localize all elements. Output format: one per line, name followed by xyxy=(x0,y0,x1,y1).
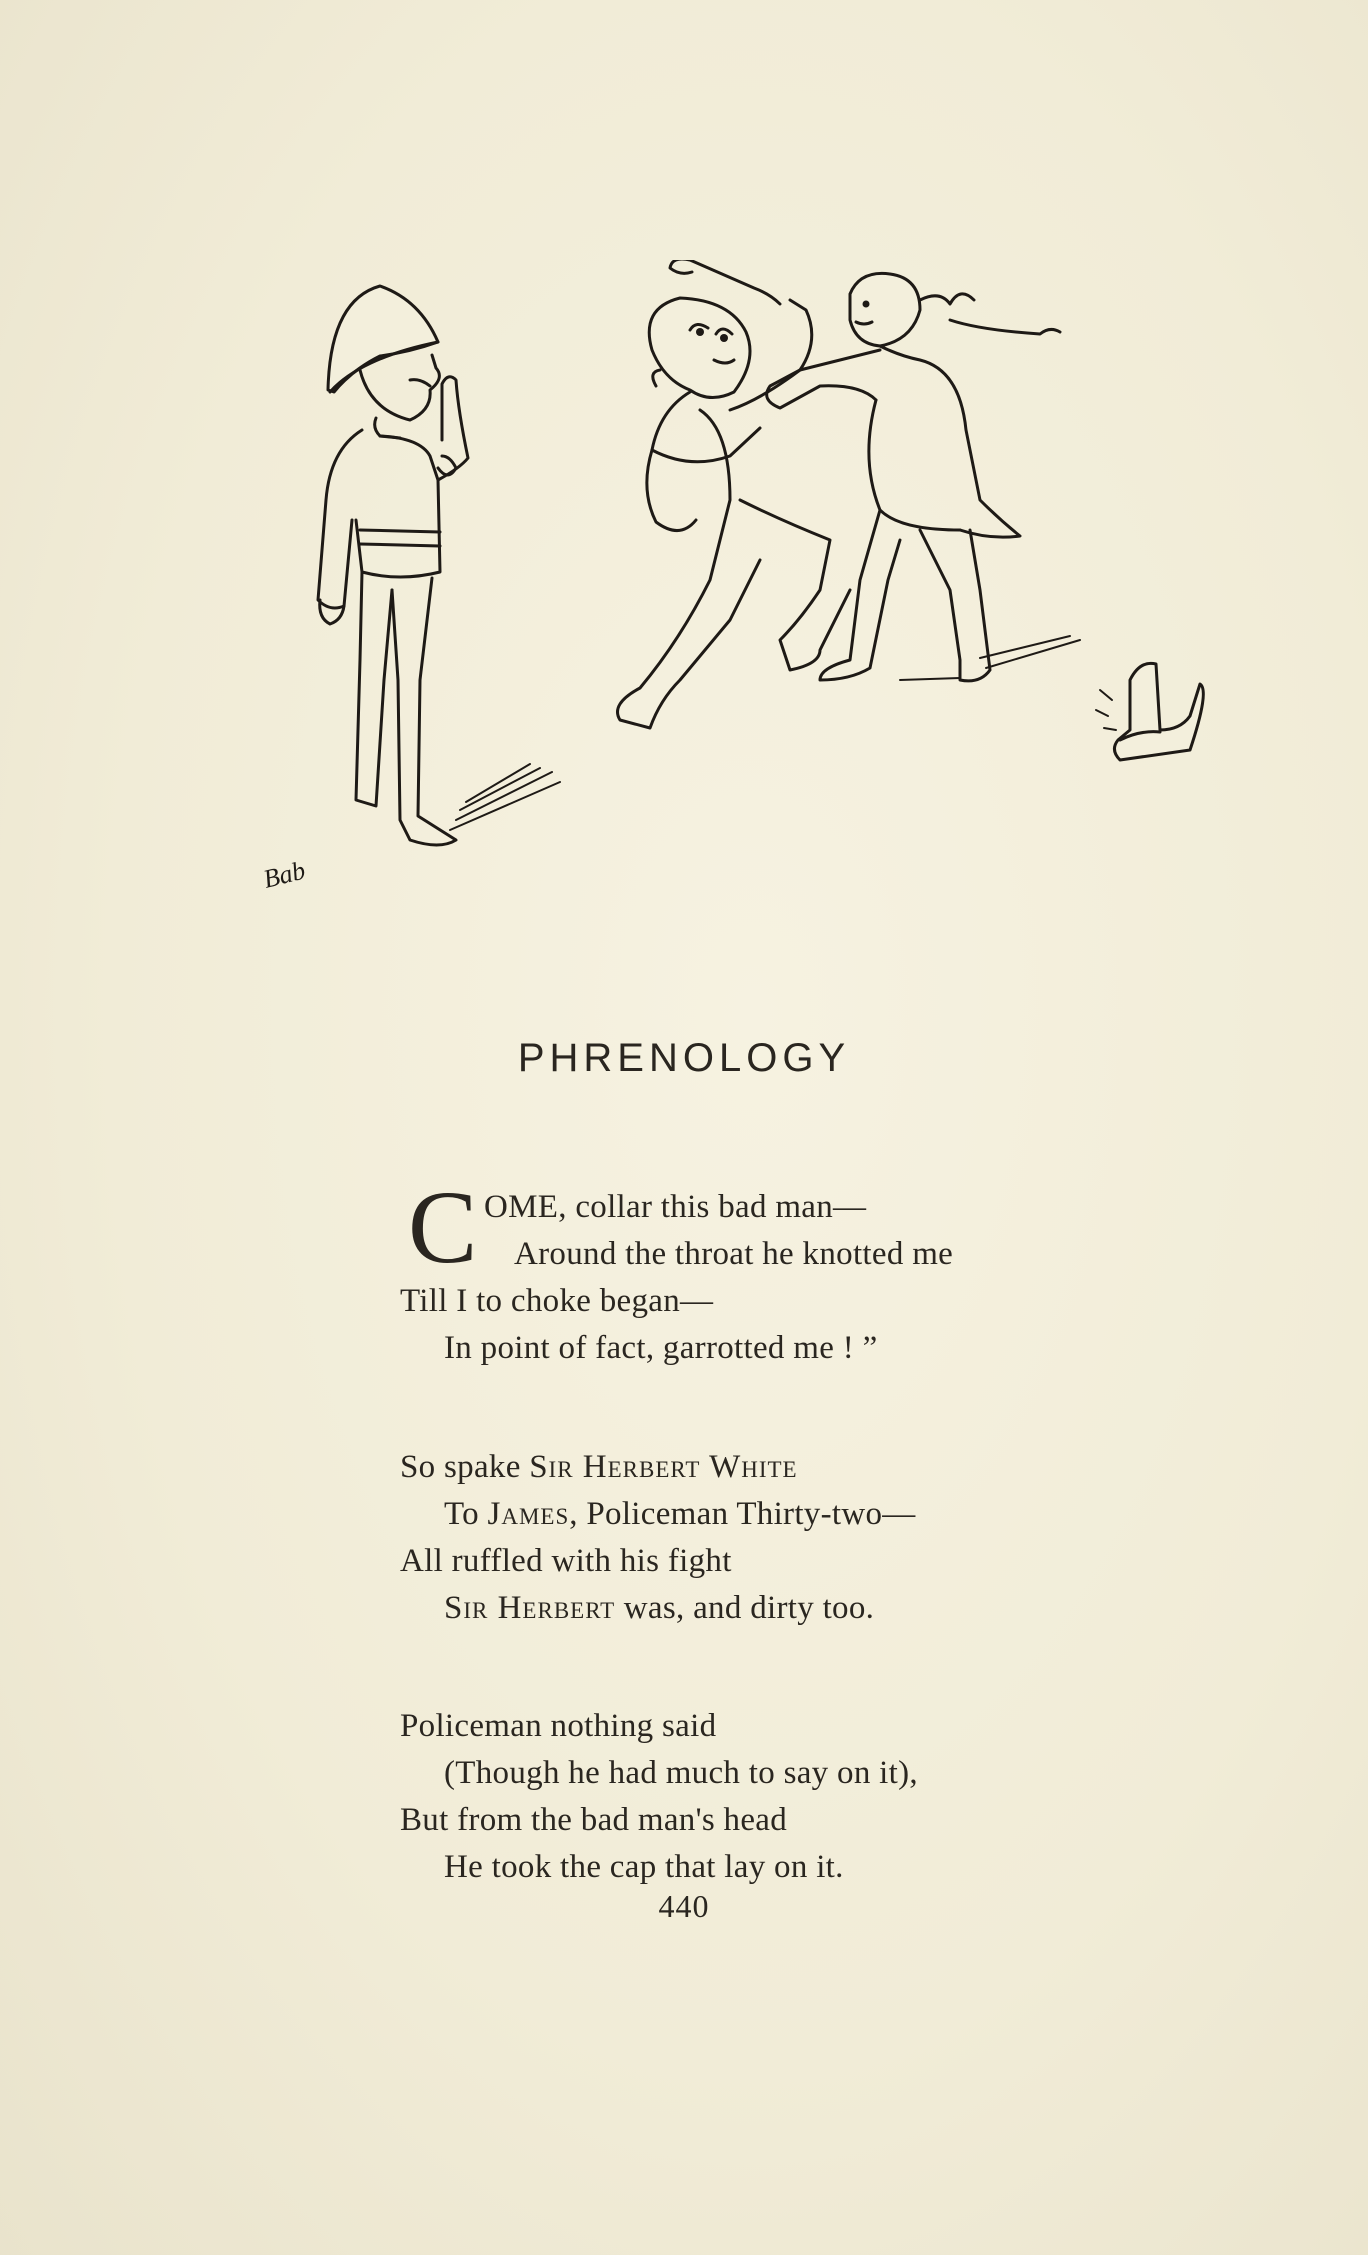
stanza2-line3: All ruffled with his fight xyxy=(400,1543,732,1579)
stanza2-line1 xyxy=(400,1444,1160,1491)
stanza3-line2: (Though he had much to say on it), xyxy=(444,1755,918,1791)
victim-figure xyxy=(618,260,851,728)
stanza2-line4 xyxy=(400,1585,1160,1632)
stanza3-line4: He took the cap that lay on it. xyxy=(444,1849,844,1885)
stanza1-line2: Around the throat he knotted me xyxy=(514,1236,954,1272)
drop-cap: C xyxy=(408,1170,478,1285)
stanza3-line1: Policeman nothing said xyxy=(400,1708,717,1744)
stanza3-line3: But from the bad man's head xyxy=(400,1802,788,1838)
stanza2-line4-b: was, and dirty too. xyxy=(615,1590,875,1626)
stanza1-line3: Till I to choke began— xyxy=(400,1283,714,1319)
stanza2-line4-name: Sir Herbert xyxy=(444,1590,616,1626)
stanza2-line1-a: So spake xyxy=(400,1449,530,1485)
stanza-2 xyxy=(400,1444,1160,1632)
page-number: 440 xyxy=(658,1888,710,1924)
stanza2-line2-c: , Policeman Thirty-two— xyxy=(569,1496,916,1532)
stanza1-line4: In point of fact, garrotted me ! ” xyxy=(444,1330,878,1366)
signature-bab: Bab xyxy=(260,855,309,894)
attacker-figure xyxy=(767,273,1080,680)
stanza1-line1: OME, collar this bad man— xyxy=(484,1189,867,1225)
stanza-1 xyxy=(400,1170,1160,1372)
phrenology-illustration xyxy=(260,260,1220,920)
stanza2-line2-name: James xyxy=(487,1496,570,1532)
stanza2-line1-name: Sir Herbert White xyxy=(529,1449,798,1485)
stanza-3 xyxy=(400,1703,1160,1891)
stanza2-line2-a: To xyxy=(444,1496,488,1532)
policeman-figure xyxy=(318,286,560,845)
stanza2-line2 xyxy=(400,1491,1160,1538)
poem-title: PHRENOLOGY xyxy=(517,1036,851,1080)
fallen-hat xyxy=(1096,663,1203,760)
